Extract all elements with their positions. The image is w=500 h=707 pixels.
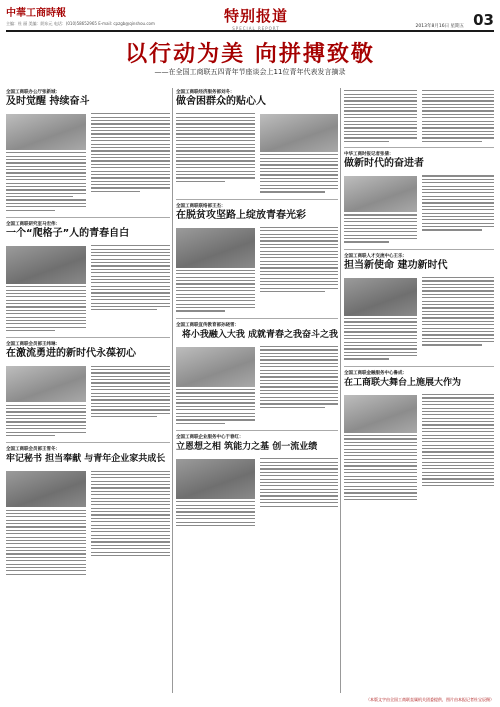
date-page <box>416 10 494 29</box>
article-byline: 全国工商联联络部王杰： <box>176 203 226 209</box>
page-number: 03 <box>473 11 494 29</box>
section-title-en: SPECIAL REPORT <box>232 26 280 31</box>
article-byline: 全国工商联宣传教育部孙晓雪： <box>176 322 239 328</box>
article-title: 在脱贫攻坚路上绽放青春光彩 <box>176 209 306 221</box>
author-photo <box>6 246 86 284</box>
author-photo <box>260 114 339 152</box>
article-byline: 全国工商联会员部王纬琳： <box>6 342 60 348</box>
article-byline: 全国工商联人才交流中心王乐： <box>344 253 407 259</box>
article-9 <box>344 151 494 245</box>
article-11 <box>344 370 494 503</box>
author-photo <box>6 471 86 507</box>
main-headline: 以行动为美 向拼搏致敬 <box>125 41 375 67</box>
article-title: 将小我融入大我 成就青春之我奋斗之我 <box>181 329 338 340</box>
article-byline: 全国工商联金融服务中心鲁成： <box>344 370 407 376</box>
column-divider <box>340 88 341 693</box>
article-title: 及时觉醒 持续奋斗 <box>6 96 90 107</box>
article-byline: 全国工商联企业服务中心于春红： <box>176 435 244 441</box>
article-6 <box>176 203 338 314</box>
page-header <box>6 4 494 32</box>
section-title: 特别报道 <box>223 7 288 25</box>
author-photo <box>176 459 255 499</box>
article-byline: 全国工商联经济服务部刘冬： <box>176 90 235 95</box>
article-title: 在工商联大舞台上施展大作为 <box>344 377 462 388</box>
article-title: 做舍困群众的贴心人 <box>176 96 266 107</box>
article-2 <box>6 221 170 333</box>
column-divider <box>172 88 173 693</box>
article-10 <box>344 253 494 362</box>
article-title: 做新时代的奋进者 <box>344 158 424 170</box>
issue-date: 2013年8月16日 星期五 <box>415 24 465 29</box>
article-4 <box>6 446 170 577</box>
author-photo <box>6 366 86 402</box>
article-8 <box>176 434 338 528</box>
column-left <box>6 88 170 693</box>
article-7 <box>176 322 338 426</box>
section-label <box>196 5 316 31</box>
author-photo <box>6 114 86 150</box>
main-subhead: ——在全国工商联五四青年节座谈会上11位青年代表发言摘录 <box>154 68 346 76</box>
author-photo <box>344 278 417 316</box>
article-byline: 全国工商联研究室马宏伟： <box>6 221 60 227</box>
author-photo <box>344 395 417 433</box>
author-photo <box>176 228 255 268</box>
column-right <box>344 88 494 693</box>
article-title: 牢记秘书 担当奉献 与青年企业家共成长 <box>6 454 166 465</box>
article-5 <box>176 89 338 195</box>
masthead <box>6 4 156 27</box>
article-3 <box>6 341 170 438</box>
editor-info: 主编：杜 丽 美编：阴东元 电话：(010)58652965 E-mail: cpzgb@qinshou.com <box>6 21 155 26</box>
paper-name: 中華工商時報 <box>6 8 66 19</box>
author-photo <box>176 347 255 387</box>
article-1 <box>6 89 170 213</box>
article-byline: 全国工商联办公厅张新城： <box>6 90 60 95</box>
article-title: 一个“爬格子”人的青春自白 <box>6 227 130 239</box>
article-title: 在激流勇进的新时代永葆初心 <box>6 348 136 360</box>
article-byline: 全国工商联会员部王雪冬： <box>6 447 60 453</box>
page-footer-credit: （本版文字由全国工商联直属机关团委提供，图片由本报记者杜宝辰摄） <box>366 697 494 702</box>
article-title: 立恩想之相 筑能力之基 创一流业绩 <box>176 442 318 453</box>
article-byline: 中华工商时报记者张倩： <box>344 152 394 158</box>
author-photo <box>344 176 417 212</box>
column-middle <box>176 88 338 693</box>
article-title: 担当新使命 建功新时代 <box>344 259 448 271</box>
